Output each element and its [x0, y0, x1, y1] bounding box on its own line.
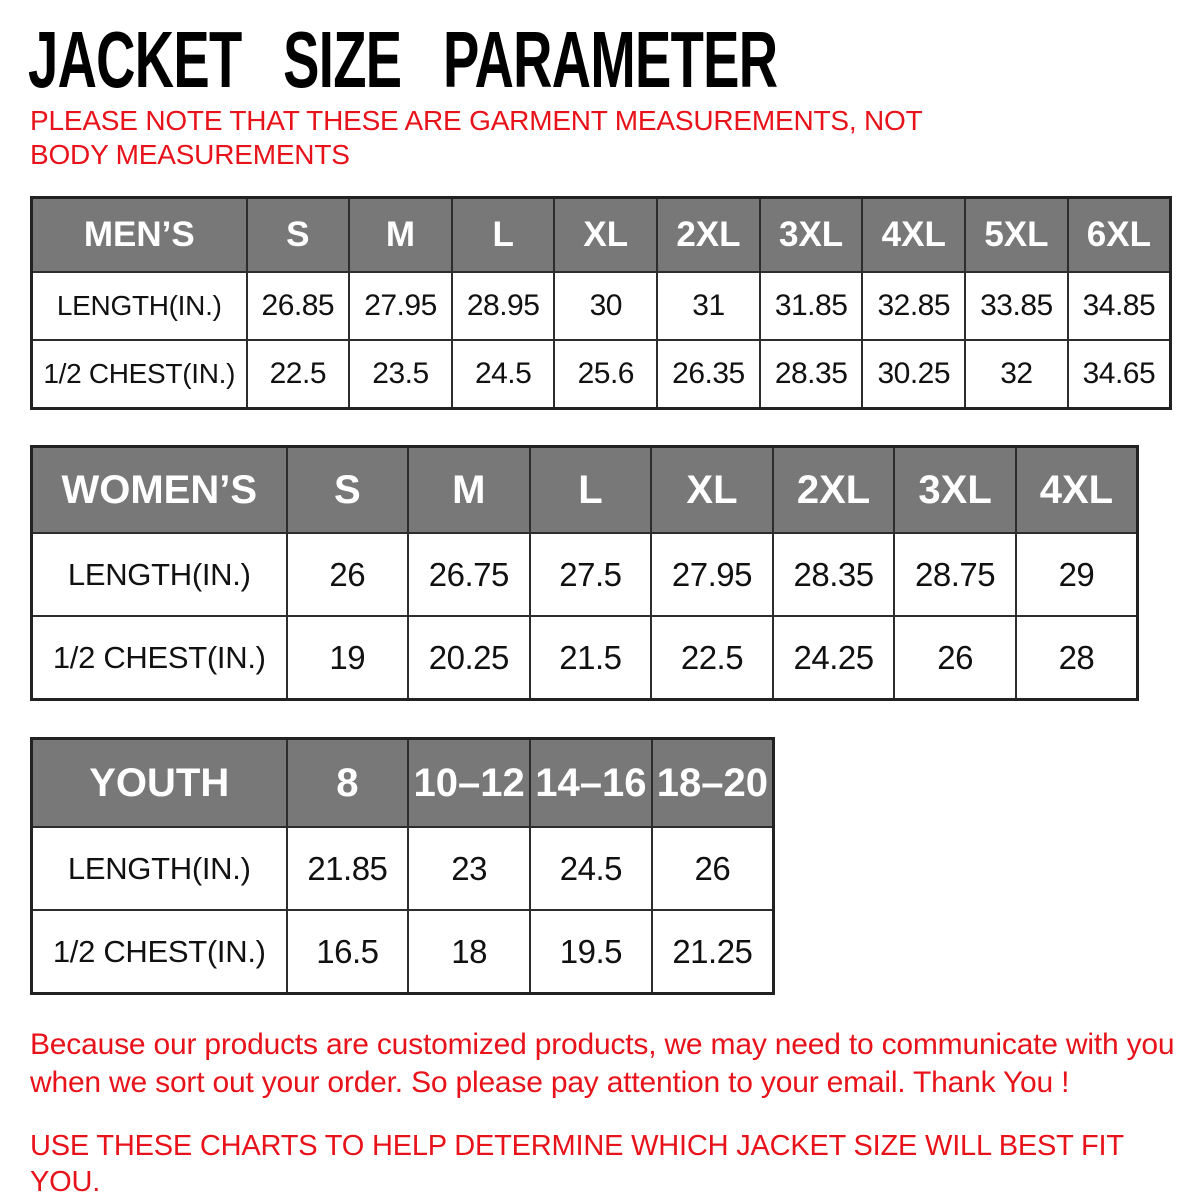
womens-size-table — [30, 445, 1139, 701]
size-value: 27.5 — [530, 533, 652, 616]
size-value: 27.95 — [651, 533, 773, 616]
size-value: 19 — [287, 616, 409, 700]
col-header-xl: XL — [554, 198, 657, 273]
mens-header-row — [32, 198, 1171, 273]
size-value: 21.5 — [530, 616, 652, 700]
col-header-10-12: 10–12 — [408, 739, 530, 828]
size-value: 34.85 — [1068, 272, 1171, 340]
size-value: 28.75 — [894, 533, 1016, 616]
row-label-chest: 1/2 CHEST(IN.) — [32, 340, 247, 409]
size-value: 28.95 — [452, 272, 555, 340]
col-header-3xl: 3XL — [894, 447, 1016, 534]
col-header-s: S — [247, 198, 350, 273]
youth-size-table — [30, 737, 775, 995]
size-value: 32.85 — [862, 272, 965, 340]
size-value: 26.85 — [247, 272, 350, 340]
row-label-length: LENGTH(IN.) — [32, 272, 247, 340]
customization-notice: Because our products are customized products, we may need to communicate with you when we sort out your order. So please pay attention to your email. Thank You ! — [30, 1028, 1175, 1099]
size-value: 24.5 — [530, 827, 652, 910]
size-value: 33.85 — [965, 272, 1068, 340]
size-value: 21.25 — [652, 910, 774, 994]
size-value: 29 — [1016, 533, 1138, 616]
col-header-xl: XL — [651, 447, 773, 534]
size-value: 22.5 — [651, 616, 773, 700]
size-value: 28 — [1016, 616, 1138, 700]
size-value: 32 — [965, 340, 1068, 409]
col-header-s: S — [287, 447, 409, 534]
size-value: 26.75 — [408, 533, 530, 616]
size-value: 28.35 — [773, 533, 895, 616]
size-value: 27.95 — [349, 272, 452, 340]
size-value: 19.5 — [530, 910, 652, 994]
col-header-2xl: 2XL — [773, 447, 895, 534]
size-value: 26 — [287, 533, 409, 616]
womens-header-row — [32, 447, 1138, 534]
size-value: 31.85 — [760, 272, 863, 340]
size-value: 28.35 — [760, 340, 863, 409]
size-value: 16.5 — [287, 910, 409, 994]
col-header-6xl: 6XL — [1068, 198, 1171, 273]
womens-table-title: WOMEN’S — [32, 447, 287, 534]
col-header-5xl: 5XL — [965, 198, 1068, 273]
youth-chest-row — [32, 910, 774, 994]
mens-chest-row — [32, 340, 1171, 409]
size-value: 24.5 — [452, 340, 555, 409]
size-value: 18 — [408, 910, 530, 994]
col-header-14-16: 14–16 — [530, 739, 652, 828]
size-value: 30 — [554, 272, 657, 340]
col-header-l: L — [530, 447, 652, 534]
size-value: 24.25 — [773, 616, 895, 700]
mens-length-row — [32, 272, 1171, 340]
row-label-chest: 1/2 CHEST(IN.) — [32, 616, 287, 700]
size-value: 26 — [652, 827, 774, 910]
col-header-m: M — [349, 198, 452, 273]
mens-size-table — [30, 196, 1172, 410]
col-header-2xl: 2XL — [657, 198, 760, 273]
garment-measurement-note: PLEASE NOTE THAT THESE ARE GARMENT MEASUREMENTS, NOT BODY MEASUREMENTS — [30, 105, 923, 170]
col-header-4xl: 4XL — [862, 198, 965, 273]
youth-header-row — [32, 739, 774, 828]
row-label-length: LENGTH(IN.) — [32, 827, 287, 910]
size-value: 22.5 — [247, 340, 350, 409]
youth-table-title: YOUTH — [32, 739, 287, 828]
col-header-4xl: 4XL — [1016, 447, 1138, 534]
row-label-length: LENGTH(IN.) — [32, 533, 287, 616]
col-header-8: 8 — [287, 739, 409, 828]
size-value: 26 — [894, 616, 1016, 700]
page-title: JACKET SIZE PARAMETER — [28, 15, 778, 104]
size-value: 23 — [408, 827, 530, 910]
size-value: 21.85 — [287, 827, 409, 910]
col-header-18-20: 18–20 — [652, 739, 774, 828]
size-value: 20.25 — [408, 616, 530, 700]
size-value: 25.6 — [554, 340, 657, 409]
size-value: 31 — [657, 272, 760, 340]
size-value: 34.65 — [1068, 340, 1171, 409]
col-header-m: M — [408, 447, 530, 534]
youth-length-row — [32, 827, 774, 910]
col-header-3xl: 3XL — [760, 198, 863, 273]
womens-chest-row — [32, 616, 1138, 700]
col-header-l: L — [452, 198, 555, 273]
size-value: 26.35 — [657, 340, 760, 409]
size-value: 23.5 — [349, 340, 452, 409]
size-value: 30.25 — [862, 340, 965, 409]
chart-usage-advice: USE THESE CHARTS TO HELP DETERMINE WHICH JACKET SIZE WILL BEST FIT YOU. — [30, 1130, 1124, 1198]
womens-length-row — [32, 533, 1138, 616]
mens-table-title: MEN’S — [32, 198, 247, 273]
row-label-chest: 1/2 CHEST(IN.) — [32, 910, 287, 994]
